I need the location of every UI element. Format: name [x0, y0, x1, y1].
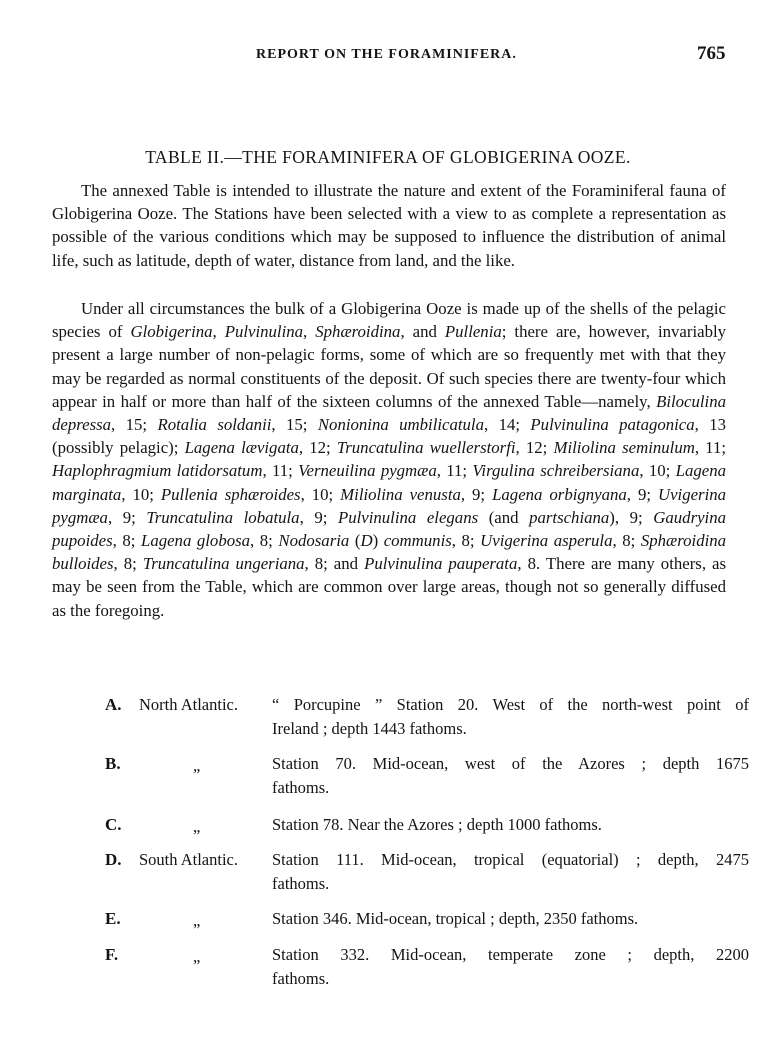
station-region: North Atlantic.	[139, 695, 238, 714]
paragraph-text: , 12;	[298, 438, 337, 458]
paragraph-text: , 8. There are many others, as may be seen from the Table, which are common over large areas, though not so generally diffused as the foregoing.	[52, 554, 727, 620]
ditto-mark: „	[193, 756, 201, 775]
species-name: Uvigerina pygmæa	[52, 484, 727, 527]
station-description-line: “ Porcupine ” Station 20. West of the north-west point of	[272, 695, 749, 714]
paragraph-text: , 8; and	[304, 554, 365, 574]
station-description-line: Ireland ; depth 1443 fathoms.	[272, 718, 467, 738]
species-name: Lagena orbignyana	[492, 484, 627, 504]
station-letter: B.	[105, 754, 121, 773]
paragraph-text: , 13 (possibly pelagic);	[52, 415, 727, 458]
species-name: Virgulina schreibersiana	[472, 461, 640, 481]
station-description-line: Station 78. Near the Azores ; depth 1000 fathoms.	[272, 815, 602, 834]
species-name: Gaudryina pupoides	[52, 507, 726, 551]
station-description	[272, 752, 749, 799]
ditto-mark: „	[193, 947, 201, 966]
paragraph-text: , 8;	[451, 531, 481, 551]
station-letter: A.	[105, 695, 122, 714]
species-paragraph	[52, 297, 726, 622]
running-head	[0, 43, 776, 67]
paragraph-text: (	[349, 531, 361, 551]
station-description	[272, 907, 749, 931]
species-name: Haplophragmium latidorsatum	[52, 461, 263, 481]
species-name: Sphæroidina	[315, 322, 401, 342]
species-name: Uvigerina asperula	[480, 531, 613, 551]
paragraph-text: )	[372, 531, 384, 551]
station-description-line: fathoms.	[272, 777, 330, 797]
paragraph-text: , 11;	[436, 461, 473, 481]
paragraph-text: , 11;	[694, 438, 727, 458]
paragraph-text: (and	[478, 507, 530, 527]
species-name: Lagena globosa	[140, 531, 251, 551]
paragraph-text: , 9;	[107, 507, 147, 527]
paragraph-text: , 8;	[250, 531, 279, 551]
species-name: Pulvinulina	[224, 322, 304, 342]
station-letter: F.	[105, 945, 119, 964]
species-name: Lagena marginata	[52, 461, 726, 504]
station-letter: E.	[105, 909, 121, 928]
paragraph-text: , 9;	[460, 484, 493, 504]
ditto-mark: „	[193, 911, 201, 930]
station-description-line: fathoms.	[272, 873, 330, 893]
species-name: Pulvinulina pauperata	[364, 554, 518, 574]
intro-paragraph: The annexed Table is intended to illustrate the nature and extent of the Foraminiferal fauna of Globigerina Ooze. The Stations have been selected with a view to as complete a representation as possible of the various conditions which may be supposed to influence the distribution of animal life, such as latitude, depth of water, distance from land, and the like.	[52, 181, 726, 270]
species-name: Biloculina depressa	[52, 391, 726, 435]
paragraph-text: ; there are, however, invariably present a large number of non-pelagic forms, some of which are so frequently met with that they may be regarded as normal constituents of the deposit. Of such species there are twenty-four which appear in half or more than half of the sixteen columns of the annexed Table—namely,	[52, 322, 727, 411]
running-title: REPORT ON THE FORAMINIFERA.	[256, 47, 517, 62]
station-description-line: Station 70. Mid-ocean, west of the Azores ; depth 1675	[272, 754, 749, 773]
species-name: Miliolina seminulum	[553, 438, 695, 458]
paragraph-text: ), 9;	[609, 507, 654, 527]
station-description-line: Station 111. Mid-ocean, tropical (equatorial) ; depth, 2475	[272, 850, 749, 869]
paragraph-text: , 8;	[112, 531, 141, 551]
paragraph-text: , 9;	[626, 484, 658, 504]
species-name: Truncatulina lobatula	[146, 507, 300, 527]
paragraph-text: , 9;	[299, 507, 338, 527]
species-name: Pullenia sphæroides	[160, 484, 301, 504]
paragraph-text: ,	[212, 322, 225, 342]
station-description	[272, 943, 749, 990]
species-name: Sphæroidina bulloides	[52, 531, 727, 574]
species-name: partschiana	[529, 507, 610, 527]
station-description	[272, 693, 749, 740]
paragraph-text: Under all circumstances the bulk of a Globigerina Ooze is made up of the shells of the pelagic species of	[52, 299, 726, 342]
species-name: Lagena lævigata	[184, 438, 299, 458]
page-number: 765	[697, 43, 726, 64]
paragraph-text: , 15;	[111, 415, 158, 435]
paragraph-text: , 8;	[113, 554, 143, 574]
station-description	[272, 848, 749, 895]
paragraph-text: , 10;	[300, 484, 341, 504]
paragraph-text: ,	[303, 322, 316, 342]
species-name: Pullenia	[444, 322, 502, 342]
species-name: Rotalia soldanii	[157, 415, 272, 435]
table-heading: TABLE II.—THE FORAMINIFERA OF GLOBIGERINA OOZE.	[145, 147, 631, 167]
paragraph-text: , 11;	[262, 461, 299, 481]
station-description-line: Station 346. Mid-ocean, tropical ; depth, 2350 fathoms.	[272, 909, 639, 928]
species-name: Pulvinulina patagonica	[530, 415, 695, 435]
species-name: Truncatulina wuellerstorfi	[336, 438, 516, 458]
species-name: Nodosaria	[278, 531, 350, 551]
paragraph-text: , 12;	[515, 438, 554, 458]
species-name: communis	[383, 531, 452, 551]
station-letter: D.	[105, 850, 122, 869]
station-description-line: fathoms.	[272, 968, 330, 988]
species-name: Verneuilina pygmæa	[298, 461, 437, 481]
species-name: Nonionina umbilicatula	[317, 415, 484, 435]
paragraph-text: , 10;	[639, 461, 676, 481]
paragraph-text: , 14;	[483, 415, 531, 435]
paragraph-text: , 10;	[121, 484, 161, 504]
paragraph-text: , 8;	[612, 531, 641, 551]
species-name: D	[360, 531, 373, 551]
species-name: Miliolina venusta	[340, 484, 461, 504]
ditto-mark: „	[193, 817, 201, 836]
station-region: South Atlantic.	[139, 850, 238, 869]
species-name: Globigerina	[130, 322, 213, 342]
paragraph-text: , 15;	[271, 415, 318, 435]
station-description	[272, 813, 749, 837]
paragraph-text: , and	[400, 322, 445, 342]
species-name: Truncatulina ungeriana	[142, 554, 305, 574]
station-description-line: Station 332. Mid-ocean, temperate zone ; depth, 2200	[272, 945, 749, 964]
species-name: Pulvinulina elegans	[337, 507, 479, 527]
station-letter: C.	[105, 815, 122, 834]
